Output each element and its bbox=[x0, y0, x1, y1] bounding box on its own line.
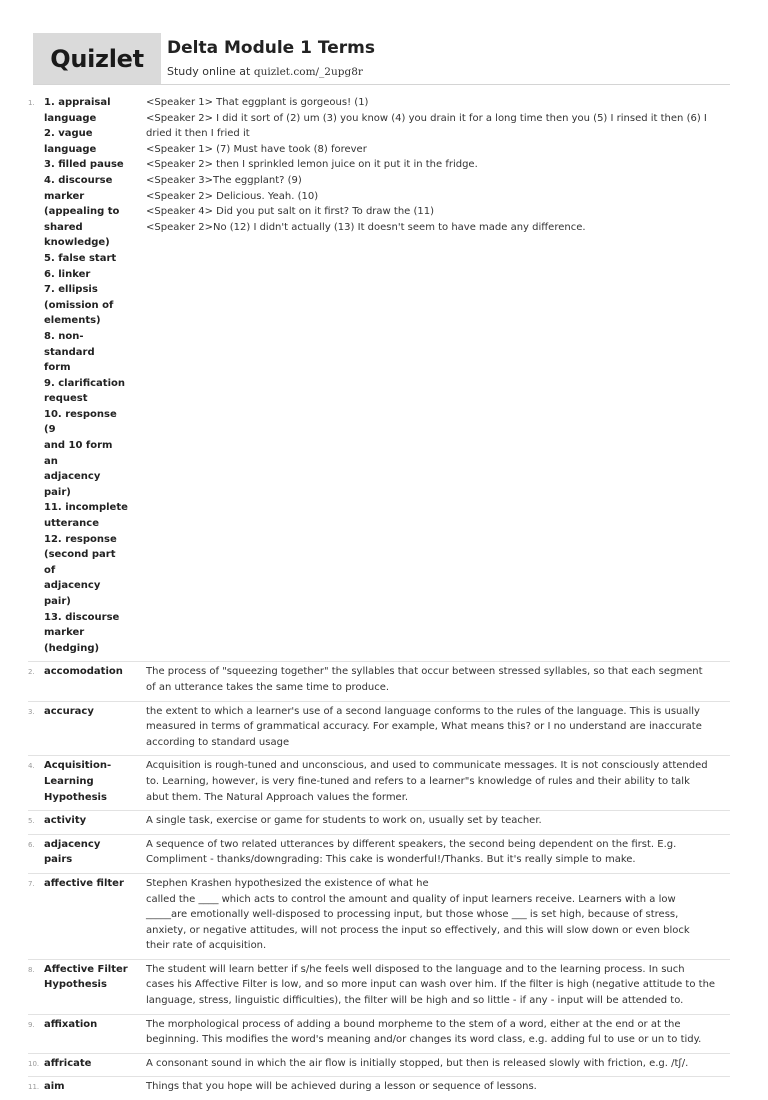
definition-line: Acquisition is rough-tuned and unconscious, and used to communicate messages. It is not consciously attended bbox=[146, 760, 708, 772]
definition-line: <Speaker 2>No (12) I didn't actually (13) It doesn't seem to have made any difference. bbox=[146, 221, 586, 233]
definition-line: <Speaker 2> then I sprinkled lemon juice on it put it in the fridge. bbox=[146, 159, 478, 171]
term-row bbox=[28, 960, 730, 1015]
term-label-line: Hypothesis bbox=[44, 979, 107, 991]
term-number: 1. bbox=[28, 99, 35, 107]
term-row bbox=[28, 756, 730, 811]
page-header bbox=[33, 33, 730, 85]
definition-line: Stephen Krashen hypothesized the existence of what he bbox=[146, 877, 429, 889]
term-label bbox=[44, 837, 133, 868]
term-definition bbox=[133, 962, 730, 1009]
term-label-line: elements) bbox=[44, 315, 101, 327]
definition-line: The morphological process of adding a bound morpheme to the stem of a word, either at the end or at the bbox=[146, 1018, 681, 1030]
term-number: 9. bbox=[28, 1020, 35, 1029]
term-label-line: Hypothesis bbox=[44, 791, 107, 803]
term-definition bbox=[133, 704, 730, 751]
study-prefix: Study online at bbox=[167, 65, 254, 78]
term-definition bbox=[133, 1056, 730, 1072]
term-label bbox=[44, 1017, 133, 1048]
term-number: 4. bbox=[28, 762, 35, 771]
definition-line: The process of "squeezing together" the syllables that occur between stressed syllables, so that each segment bbox=[146, 666, 703, 678]
term-label-line: (appealing to bbox=[44, 206, 120, 218]
term-label-line: 11. incomplete bbox=[44, 502, 128, 514]
term-definition bbox=[133, 664, 730, 695]
term-label-line: 7. ellipsis bbox=[44, 284, 98, 296]
definition-line: called the ____ which acts to control the amount and quality of input learners receive. Learners with a low bbox=[146, 893, 676, 905]
definition-line: anxiety, or negative attitudes, will not process the input so effectively, and this will slow down or even block bbox=[146, 924, 690, 936]
term-label bbox=[44, 1079, 133, 1095]
term-row bbox=[28, 1015, 730, 1054]
term-label-line: language bbox=[44, 143, 97, 155]
term-number: 5. bbox=[28, 817, 35, 826]
term-label-line: 8. non-standard bbox=[44, 330, 95, 358]
term-label-line: request bbox=[44, 393, 88, 405]
term-label bbox=[44, 95, 133, 656]
term-label bbox=[44, 813, 133, 829]
term-label-line: marker bbox=[44, 627, 85, 639]
definition-line: measured in terms of grammatical accuracy. For example, What means this? or I no understand are inaccurate bbox=[146, 721, 702, 733]
term-label-line: accomodation bbox=[44, 666, 123, 678]
definition-line: the extent to which a learner's use of a second language conforms to the rules of the language. This is usually bbox=[146, 705, 700, 717]
term-label-line: activity bbox=[44, 815, 87, 827]
term-definition bbox=[133, 95, 730, 656]
definition-line: language, stress, linguistic difficulties), the filter will be high and so little - if any - input will be attended to. bbox=[146, 995, 684, 1007]
definition-line: Things that you hope will be achieved during a lesson or sequence of lessons. bbox=[146, 1081, 537, 1093]
term-label bbox=[44, 962, 133, 1009]
page-title: Delta Module 1 Terms bbox=[167, 38, 375, 58]
term-label-line: 6. linker bbox=[44, 268, 91, 280]
definition-line: A sequence of two related utterances by different speakers, the second being dependent on the first. E.g. bbox=[146, 838, 677, 850]
term-label-line: Acquisition- bbox=[44, 760, 112, 772]
definition-line: their rate of acquisition. bbox=[146, 940, 267, 952]
term-label-line: Affective Filter bbox=[44, 963, 128, 975]
term-row bbox=[28, 662, 730, 701]
term-definition bbox=[133, 1079, 730, 1095]
term-label-line: affixation bbox=[44, 1018, 98, 1030]
term-label-line: 1. appraisal bbox=[44, 97, 111, 108]
term-label bbox=[44, 704, 133, 751]
term-label-line: 2. vague bbox=[44, 128, 93, 140]
term-number: 11. bbox=[28, 1083, 40, 1092]
term-row bbox=[28, 811, 730, 835]
terms-list bbox=[28, 93, 730, 1100]
term-label-line: shared bbox=[44, 221, 83, 233]
definition-line: A consonant sound in which the air flow is initially stopped, but then is released slowly with friction, e.g. /tʃ/. bbox=[146, 1057, 689, 1069]
term-label-line: (hedging) bbox=[44, 642, 100, 654]
definition-line: <Speaker 3>The eggplant? (9) bbox=[146, 174, 302, 186]
term-label-line: knowledge) bbox=[44, 237, 110, 249]
definition-line: The student will learn better if s/he feels well disposed to the language and to the learning process. In such bbox=[146, 963, 685, 975]
definition-line: A single task, exercise or game for students to work on, usually set by teacher. bbox=[146, 815, 542, 827]
term-row bbox=[28, 1054, 730, 1078]
definition-line: Compliment - thanks/downgrading: This cake is wonderful!/Thanks. But it's really simple to make. bbox=[146, 854, 636, 866]
term-label-line: 10. response (9 bbox=[44, 408, 117, 436]
term-definition bbox=[133, 813, 730, 829]
term-label-line: adjacency pair) bbox=[44, 580, 101, 607]
term-row bbox=[28, 702, 730, 757]
definition-line: cases his Affective Filter is low, and so more input can wash over him. If the filter is high (negative attitude to the bbox=[146, 979, 716, 991]
term-number: 6. bbox=[28, 840, 35, 849]
definition-line: _____are emotionally well-disposed to processing input, but those whose ___ is set high, because of stress, bbox=[146, 909, 679, 921]
definition-line: <Speaker 4> Did you put salt on it first? To draw the (11) bbox=[146, 206, 435, 218]
term-label-line: 13. discourse bbox=[44, 611, 120, 623]
term-definition bbox=[133, 837, 730, 868]
term-label-line: 4. discourse bbox=[44, 174, 113, 186]
term-number: 2. bbox=[28, 668, 35, 677]
term-row bbox=[28, 93, 730, 662]
term-definition bbox=[133, 758, 730, 805]
term-label-line: adjacency pairs bbox=[44, 838, 101, 866]
term-label-line: marker bbox=[44, 190, 85, 202]
term-definition bbox=[133, 1017, 730, 1048]
term-label-line: and 10 form an bbox=[44, 440, 113, 467]
term-definition bbox=[133, 876, 730, 954]
term-number: 8. bbox=[28, 965, 35, 974]
term-row bbox=[28, 874, 730, 960]
term-label-line: 9. clarification bbox=[44, 377, 125, 389]
study-online-line bbox=[167, 65, 363, 78]
definition-line: beginning. This modifies the word's meaning and/or changes its word class, e.g. adding ful to use or un to tidy. bbox=[146, 1034, 702, 1046]
quizlet-logo bbox=[33, 33, 161, 84]
term-number: 10. bbox=[28, 1059, 40, 1068]
term-label-line: language bbox=[44, 112, 97, 124]
term-label-line: accuracy bbox=[44, 705, 94, 717]
term-label-line: (omission of bbox=[44, 299, 114, 311]
term-label-line: aim bbox=[44, 1081, 65, 1093]
term-label-line: 5. false start bbox=[44, 252, 117, 264]
term-label-line: 12. response bbox=[44, 533, 117, 545]
term-label-line: adjacency pair) bbox=[44, 471, 101, 498]
definition-line: abut them. The Natural Approach values the former. bbox=[146, 791, 409, 803]
term-label-line: form bbox=[44, 362, 71, 374]
study-url: quizlet.com/_2upg8r bbox=[253, 66, 363, 78]
term-label bbox=[44, 876, 133, 954]
term-label bbox=[44, 664, 133, 695]
term-label-line: 3. filled pause bbox=[44, 159, 124, 171]
definition-line: according to standard usage bbox=[146, 736, 290, 748]
term-number: 3. bbox=[28, 707, 35, 716]
definition-line: <Speaker 1> (7) Must have took (8) forever bbox=[146, 143, 367, 155]
term-label bbox=[44, 1056, 133, 1072]
term-label-line: affective filter bbox=[44, 877, 124, 889]
term-row bbox=[28, 835, 730, 874]
term-row bbox=[28, 1077, 730, 1100]
definition-line: to. Learning, however, is very fine-tuned and refers to a learner"s knowledge of rules and their ability to talk bbox=[146, 775, 690, 787]
definition-line: dried it then I fried it bbox=[146, 128, 250, 140]
term-label-line: Learning bbox=[44, 775, 94, 787]
term-number: 7. bbox=[28, 879, 35, 888]
definition-line: <Speaker 2> Delicious. Yeah. (10) bbox=[146, 190, 319, 202]
term-label bbox=[44, 758, 133, 805]
definition-line: <Speaker 1> That eggplant is gorgeous! (1) bbox=[146, 97, 369, 108]
definition-line: of an utterance takes the same time to produce. bbox=[146, 681, 390, 693]
definition-line: <Speaker 2> I did it sort of (2) um (3) you know (4) you drain it for a long time then you (5) I rinsed it then (6) I bbox=[146, 112, 707, 124]
term-label-line: utterance bbox=[44, 518, 99, 530]
logo-text: Quizlet bbox=[50, 44, 144, 73]
term-label-line: affricate bbox=[44, 1057, 92, 1069]
term-label-line: (second part of bbox=[44, 549, 116, 576]
